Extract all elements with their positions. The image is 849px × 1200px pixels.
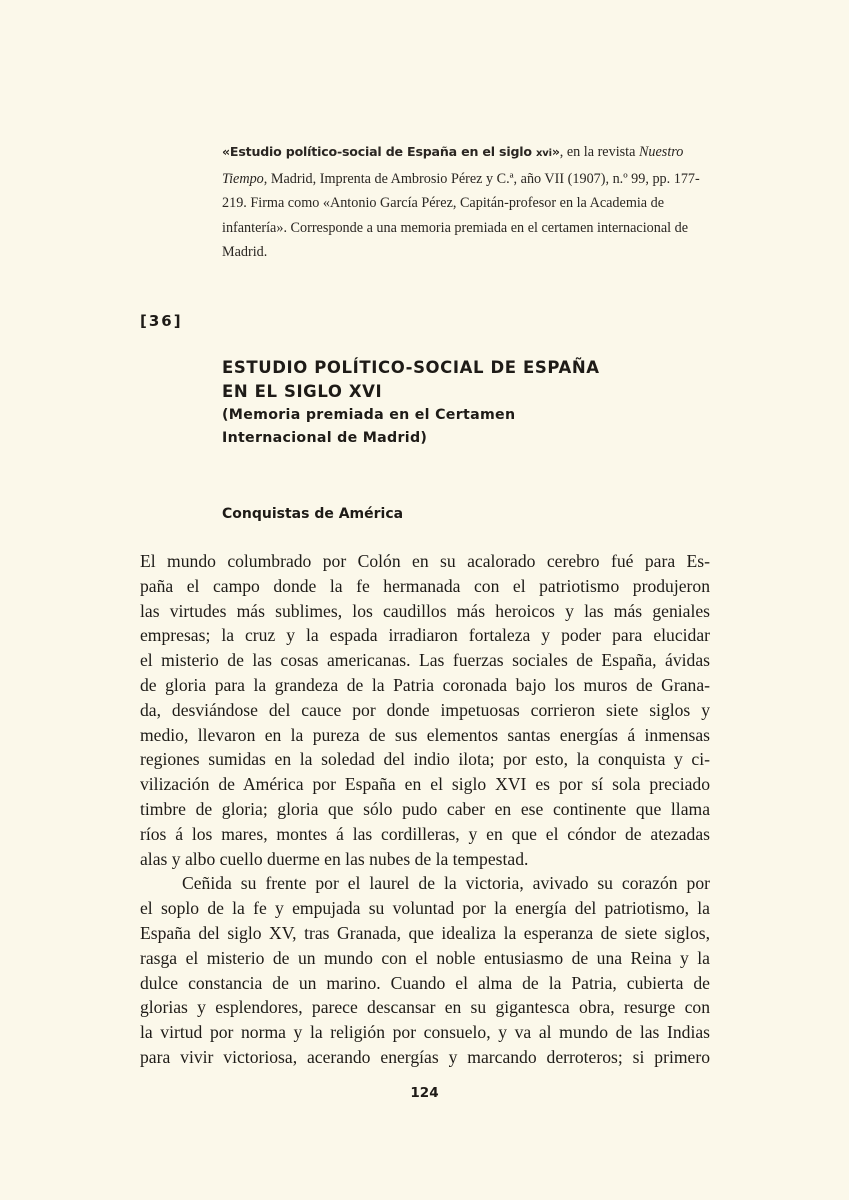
text-line: la virtud por norma y la religión por consuelo, y va al mundo de las Indias bbox=[140, 1022, 710, 1043]
text-line: dulce constancia de un marino. Cuando el alma de la Patria, cubierta de bbox=[140, 972, 710, 993]
section-title: Conquistas de América bbox=[222, 506, 404, 522]
text-line: medio, llevaron en la pureza de sus elementos santas energías á inmensas bbox=[140, 724, 710, 745]
subtitle-line-2: Internacional de Madrid) bbox=[222, 430, 428, 446]
text-line: el soplo de la fe y empujada su voluntad por la energía del patriotismo, la bbox=[140, 898, 710, 919]
text-line: paña el campo donde la fe hermanada con el patriotismo produjeron bbox=[140, 575, 710, 596]
text-line: las virtudes más sublimes, los caudillos más heroicos y las más geniales bbox=[140, 600, 710, 621]
note-title-century: xvi bbox=[536, 148, 552, 159]
note-text-continued: , Madrid, Imprenta de Ambrosio Pérez y C.ª, año VII (1907), n.º 99, pp. 177-219. Firma como «Antonio García Pérez, Capitán-profesor en la Academia de infantería». Corresponde a una memoria premiada en el certamen internacional de Madrid. bbox=[222, 170, 700, 260]
document-heading bbox=[222, 356, 692, 450]
text-line: vilización de América por España en el siglo XVI es por sí sola preciado bbox=[140, 774, 710, 795]
text-line: regiones sumidas en la soledad del indio ilota; por esto, la conquista y ci- bbox=[140, 749, 710, 770]
text-line: ríos á los mares, montes á las cordilleras, y en que el cóndor de atezadas bbox=[140, 823, 710, 844]
text-line: para vivir victoriosa, acerando energías y marcando derroteros; si primero bbox=[140, 1046, 710, 1067]
text-line: alas y albo cuello duerme en las nubes de la tempestad. bbox=[140, 848, 529, 869]
text-line: España del siglo XV, tras Granada, que idealiza la esperanza de siete siglos, bbox=[140, 922, 710, 943]
title-line-1: ESTUDIO POLÍTICO-SOCIAL DE ESPAÑA bbox=[222, 358, 600, 377]
subtitle-line-1: (Memoria premiada en el Certamen bbox=[222, 407, 516, 423]
text-line: glorias y esplendores, parece descansar en su gigantesca obra, resurge con bbox=[140, 997, 710, 1018]
editorial-note bbox=[222, 140, 712, 265]
note-text: , en la revista bbox=[559, 144, 639, 160]
text-line: Ceñida su frente por el laurel de la victoria, avivado su corazón por bbox=[182, 873, 710, 894]
text-line: el misterio de las cosas americanas. Las fuerzas sociales de España, ávidas bbox=[140, 650, 710, 671]
note-journal: Nuestro Tiempo bbox=[222, 144, 684, 187]
paragraph bbox=[140, 549, 710, 871]
text-line: empresas; la cruz y la espada irradiaron fortaleza y poder para elucidar bbox=[140, 625, 710, 646]
page-number: 124 bbox=[410, 1085, 439, 1101]
text-line: da, desviándose del cauce por donde impetuosas corrieron siete siglos y bbox=[140, 699, 710, 720]
note-title: «Estudio político-social de España en el siglo xvi» bbox=[222, 144, 560, 159]
text-line: El mundo columbrado por Colón en su acalorado cerebro fué para Es- bbox=[140, 551, 710, 571]
text-line: de gloria para la grandeza de la Patria coronada bajo los muros de Grana- bbox=[140, 674, 710, 695]
paragraph bbox=[140, 871, 710, 1069]
text-line: timbre de gloria; gloria que sólo pudo caber en ese continente que llama bbox=[140, 798, 710, 819]
body-text bbox=[140, 549, 710, 1070]
text-line: rasga el misterio de un mundo con el noble entusiasmo de una Reina y la bbox=[140, 947, 710, 968]
title-line-2: EN EL SIGLO XVI bbox=[222, 382, 383, 401]
document-number: [36] bbox=[140, 312, 183, 330]
